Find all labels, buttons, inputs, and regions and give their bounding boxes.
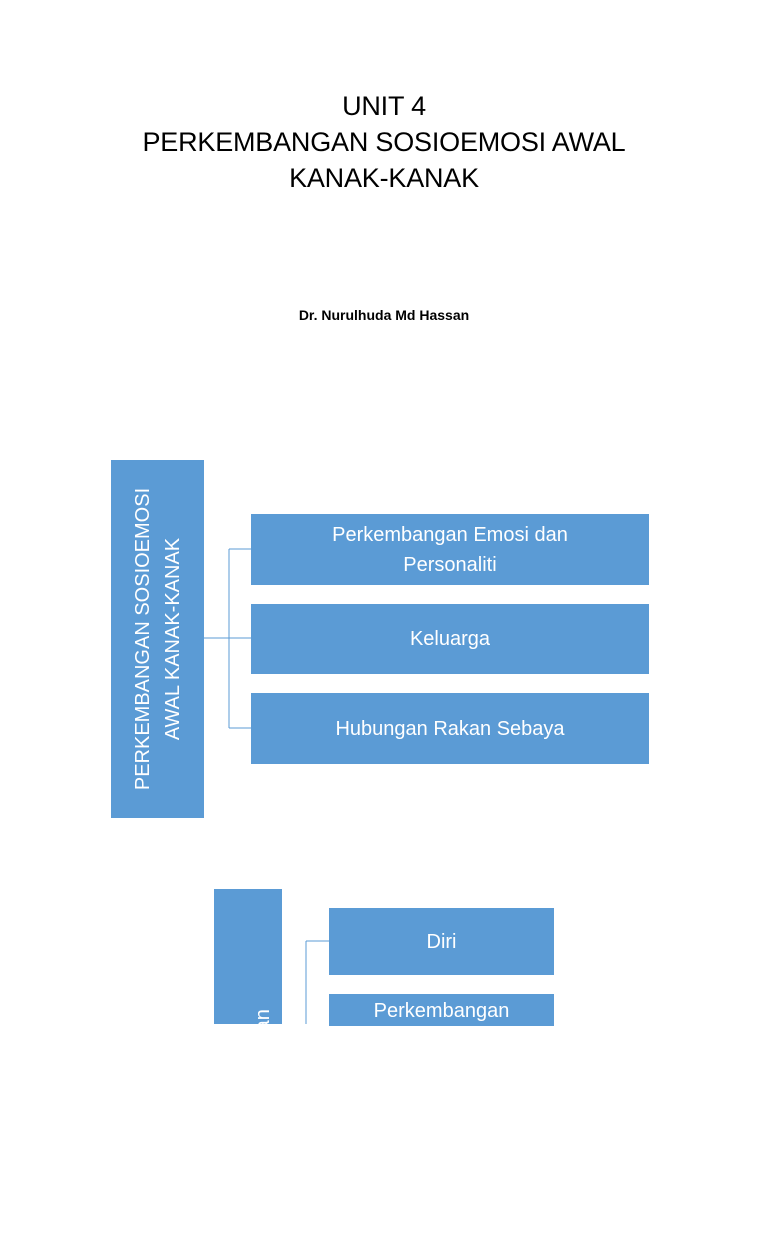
title-unit: UNIT 4	[342, 91, 426, 121]
diagram1-root-line1: PERKEMBANGAN SOSIOEMOSI	[131, 487, 154, 791]
diagram1-child-text: Perkembangan Emosi dan	[332, 523, 568, 546]
diagram2-child-text: Perkembangan	[373, 1000, 510, 1022]
diagram1-child-text: Personaliti	[403, 553, 497, 576]
title-main: PERKEMBANGAN SOSIOEMOSI AWAL	[142, 127, 626, 157]
diagram1-child-text: Hubungan Rakan Sebaya	[335, 717, 565, 740]
diagram2-child-text: Diri	[426, 930, 457, 953]
diagram2-child-box	[329, 908, 554, 975]
diagram1-root-box	[111, 460, 204, 818]
diagram2-root-box	[214, 889, 304, 1245]
diagram2-root-line1: Perkembangan Emosi dan	[252, 1009, 274, 1245]
diagram2-root-line2: Personaliti	[282, 1080, 304, 1174]
diagram1-root-label	[128, 488, 188, 790]
slide-title	[0, 88, 768, 196]
title-main-cont: KANAK-KANAK	[289, 163, 479, 193]
diagram1-child-text: Keluarga	[409, 628, 491, 650]
diagram1-root-line2: AWAL KANAK-KANAK	[161, 537, 184, 741]
diagram1-child-box	[251, 514, 649, 585]
diagram2-child-box	[329, 994, 554, 1026]
diagram1-child-label	[332, 520, 568, 580]
diagram1-child-box	[251, 693, 649, 764]
diagram1-child-box	[251, 604, 649, 674]
author-name: Dr. Nurulhuda Md Hassan	[298, 307, 470, 323]
